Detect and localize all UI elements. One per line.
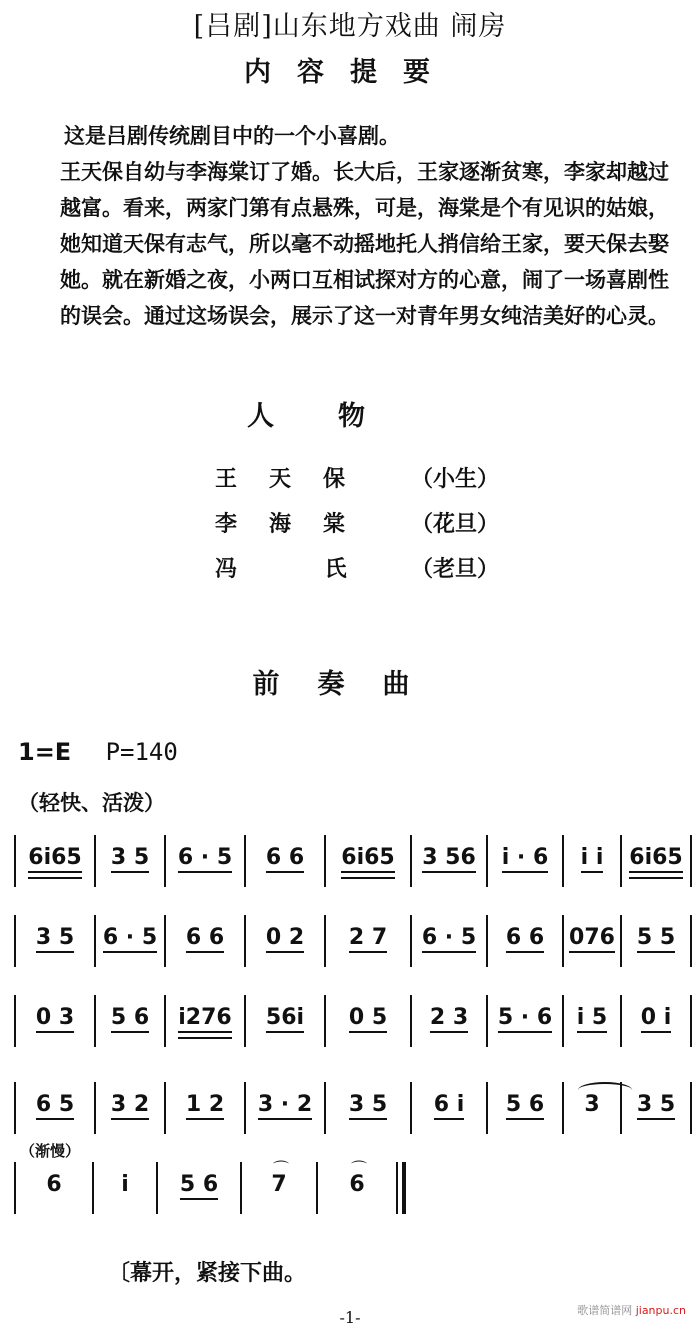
fermata-icon: ⌒ [351, 1159, 368, 1178]
cast-name: 李海棠 [215, 511, 378, 537]
measure-notes: 56i [266, 1005, 304, 1033]
measure [16, 1172, 92, 1212]
measure-notes: 3 2 [111, 1092, 149, 1120]
measure [564, 845, 620, 885]
measure-notes: 0 i [641, 1005, 672, 1033]
cast-row [215, 552, 515, 597]
cast-role: （老旦） [411, 556, 500, 582]
synopsis-paragraph-2: 王天保自幼与李海棠订了婚。长大后，王家逐渐贫寒，李家却越过越富。看来，两家门第有点悬殊，可是，海棠是个有见识的姑娘，她知道天保有志气，所以毫不动摇地托人捎信给王家，要天保去娶她。就在新婚之夜，小两口互相试探对方的心意，闹了一场喜剧性的误会。通过这场误会，展示了这一对青年男女纯洁美好的心灵。 [60, 159, 669, 328]
cast-name: 冯 氏 [215, 556, 387, 582]
measure [412, 1092, 486, 1132]
measure-notes: 6 · 5 [422, 925, 476, 953]
measure [488, 1092, 562, 1132]
measure [564, 1005, 620, 1045]
measure-notes: 6i65 [341, 845, 394, 873]
measure-notes: i 5 [577, 1005, 608, 1033]
measure [158, 1172, 240, 1212]
bar-line [690, 995, 692, 1047]
measure-notes: 2 3 [430, 1005, 468, 1033]
measure-notes: 6 [46, 1172, 62, 1197]
measure-notes: 6 6 [506, 925, 544, 953]
score-row [0, 1159, 700, 1222]
score-row [0, 915, 700, 975]
score-row [0, 995, 700, 1055]
tempo-label: P=140 [105, 738, 178, 766]
cast-role: （小生） [411, 466, 500, 492]
measure-notes: 2 7 [349, 925, 387, 953]
measure [16, 925, 94, 965]
measure-notes: 5 6 [180, 1172, 218, 1200]
measure-notes: 7 [271, 1172, 287, 1197]
measure [16, 845, 94, 885]
measure-notes: 6 6 [186, 925, 224, 953]
measure-notes: i [121, 1172, 129, 1197]
measure [488, 845, 562, 885]
measure-notes: 0 3 [36, 1005, 74, 1033]
measure [622, 1005, 690, 1045]
watermark-url: jianpu.cn [635, 1304, 686, 1317]
measure [488, 925, 562, 965]
measure-notes: 5 6 [111, 1005, 149, 1033]
watermark-site: 歌谱简谱网 [577, 1304, 633, 1317]
measure-notes: i i [581, 845, 604, 873]
bar-line [690, 835, 692, 887]
key-label: 1=E [18, 738, 72, 766]
measure [622, 1092, 690, 1132]
measure-notes: 3 5 [349, 1092, 387, 1120]
measure-notes: 3 56 [422, 845, 476, 873]
measure-notes: 6 [349, 1172, 365, 1197]
stage-direction: 〔幕开，紧接下曲。 [108, 1260, 307, 1286]
measure-notes: 5 5 [637, 925, 675, 953]
cast-heading: 人物 [247, 401, 429, 432]
watermark [577, 1302, 686, 1318]
measure [94, 1172, 156, 1212]
measure-notes: 3 5 [36, 925, 74, 953]
synopsis-heading: 内容提要 [244, 57, 456, 88]
measure [246, 1005, 324, 1045]
measure-notes: 0 2 [266, 925, 304, 953]
measure-notes: 6 6 [266, 845, 304, 873]
measure [488, 1005, 562, 1045]
measure [166, 1092, 244, 1132]
measure [96, 1092, 164, 1132]
measure-notes: i276 [178, 1005, 231, 1033]
measure-notes: i · 6 [502, 845, 549, 873]
measure [166, 845, 244, 885]
measure [96, 925, 164, 965]
measure-notes: 0 5 [349, 1005, 387, 1033]
measure-notes: 6i65 [629, 845, 682, 873]
measure-notes: 6 · 5 [103, 925, 157, 953]
measure-notes: 3 5 [637, 1092, 675, 1120]
measure [622, 845, 690, 885]
measure-notes: 5 6 [506, 1092, 544, 1120]
page-number: -1- [339, 1308, 361, 1327]
measure [326, 845, 410, 885]
measure [326, 1092, 410, 1132]
measure [622, 925, 690, 965]
measure-notes: 6i65 [28, 845, 81, 873]
measure [412, 1005, 486, 1045]
expression-mark: （轻快、活泼） [18, 790, 165, 815]
cast-row [215, 462, 515, 507]
measure-notes: 3 · 2 [258, 1092, 312, 1120]
fermata-icon: ⌒ [273, 1159, 290, 1178]
measure [412, 925, 486, 965]
cast-list [215, 462, 515, 597]
measure [16, 1092, 94, 1132]
key-signature [18, 738, 178, 766]
synopsis-text [60, 118, 670, 334]
score-row [0, 835, 700, 895]
measure [412, 845, 486, 885]
bar-line [396, 1162, 398, 1214]
cast-name: 王天保 [215, 466, 378, 492]
measure [246, 1092, 324, 1132]
cast-row [215, 507, 515, 552]
prelude-heading: 前奏曲 [252, 669, 448, 700]
measure-notes: 5 · 6 [498, 1005, 552, 1033]
measure [16, 1005, 94, 1045]
expression-mark-ritardando: （渐慢） [20, 1142, 81, 1160]
measure-notes: 6 i [434, 1092, 465, 1120]
measure [166, 1005, 244, 1045]
measure-notes: 076 [569, 925, 615, 953]
measure-notes: 6 5 [36, 1092, 74, 1120]
measure [166, 925, 244, 965]
bar-line [690, 1082, 692, 1134]
page-title: [吕剧]山东地方戏曲 闹房 [193, 11, 507, 42]
measure [564, 925, 620, 965]
bar-line [690, 915, 692, 967]
measure-notes: 1 2 [186, 1092, 224, 1120]
measure [246, 925, 324, 965]
measure [96, 845, 164, 885]
cast-role: （花旦） [411, 511, 500, 537]
measure [246, 845, 324, 885]
measure [326, 925, 410, 965]
synopsis-paragraph-1: 这是吕剧传统剧目中的一个小喜剧。 [64, 123, 400, 148]
measure-notes: 3 5 [111, 845, 149, 873]
measure-notes: 3 [584, 1092, 600, 1117]
measure [564, 1092, 620, 1132]
measure [326, 1005, 410, 1045]
bar-line [402, 1162, 406, 1214]
measure-notes: 6 · 5 [178, 845, 232, 873]
tie-mark [578, 1082, 632, 1098]
measure [96, 1005, 164, 1045]
